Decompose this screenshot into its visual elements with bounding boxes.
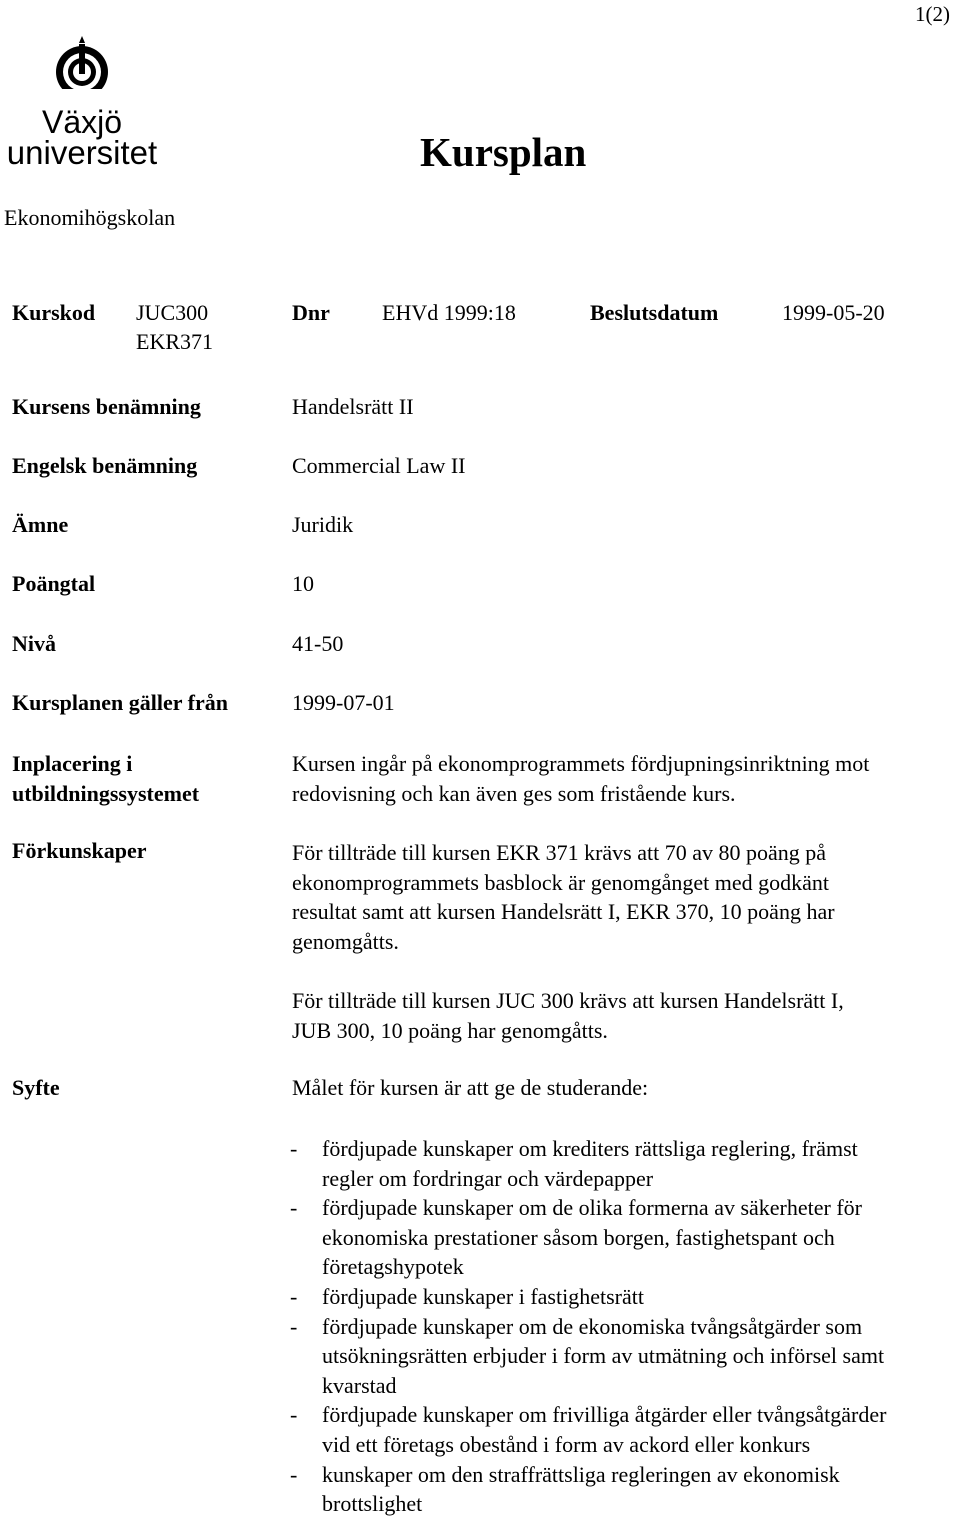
poangtal-label: Poängtal xyxy=(12,571,96,596)
niva-value: 41-50 xyxy=(292,631,344,656)
goal-line: fördjupade kunskaper om de ekonomiska tvångsåtgärder som xyxy=(322,1313,863,1339)
goal-item xyxy=(290,1134,960,1193)
kurskod-value-1: JUC300 xyxy=(136,300,209,325)
goal-item xyxy=(290,1193,960,1282)
forkunskaper-p1-line: resultat samt att kursen Handelsrätt I, EKR 370, 10 poäng har xyxy=(292,899,835,925)
kursens-benamning-label: Kursens benämning xyxy=(12,394,201,419)
goal-line: fördjupade kunskaper om de olika formerna av säkerheter för xyxy=(322,1195,862,1221)
engelsk-benamning-value: Commercial Law II xyxy=(292,453,466,478)
syfte-intro: Målet för kursen är att ge de studerande: xyxy=(292,1075,649,1100)
syfte-goal-list xyxy=(290,1134,960,1519)
galler-fran-value: 1999-07-01 xyxy=(292,690,395,715)
goal-line: kvarstad xyxy=(322,1372,397,1398)
goal-dash: - xyxy=(290,1195,298,1221)
logo-text-line2: universitet xyxy=(6,134,158,171)
logo-text-line1: Växjö xyxy=(41,104,123,140)
goal-dash: - xyxy=(290,1313,298,1339)
goal-dash: - xyxy=(290,1402,298,1428)
goal-item xyxy=(290,1460,960,1519)
goal-item xyxy=(290,1282,960,1312)
goal-item xyxy=(290,1400,960,1459)
goal-line: vid ett företags obestånd i form av ackord eller konkurs xyxy=(322,1431,811,1457)
faculty-name: Ekonomihögskolan xyxy=(4,205,176,230)
goal-line: regler om fordringar och värdepapper xyxy=(322,1165,654,1191)
forkunskaper-p1-line: För tillträde till kursen EKR 371 krävs att 70 av 80 poäng på xyxy=(292,840,827,865)
logo-emblem-icon xyxy=(52,34,112,100)
amne-value: Juridik xyxy=(292,512,354,537)
goal-line: ekonomiska prestationer såsom borgen, fastighetspant och xyxy=(322,1224,835,1250)
forkunskaper-p1-line: ekonomprogrammets basblock är genomgånget med godkänt xyxy=(292,869,830,895)
goal-line: fördjupade kunskaper om frivilliga åtgärder eller tvångsåtgärder xyxy=(322,1402,887,1428)
goal-item xyxy=(290,1312,960,1401)
niva-label: Nivå xyxy=(12,631,56,656)
inplacering-label-line2: utbildningssystemet xyxy=(12,780,200,806)
dnr-value: EHVd 1999:18 xyxy=(382,300,516,325)
inplacering-label xyxy=(12,749,199,808)
kurskod-value-2: EKR371 xyxy=(136,329,213,354)
inplacering-line2: redovisning och kan även ges som fristående kurs. xyxy=(292,780,736,806)
kurskod-label: Kurskod xyxy=(12,300,96,325)
forkunskaper-p2-line: För tillträde till kursen JUC 300 krävs att kursen Handelsrätt I, xyxy=(292,988,844,1013)
forkunskaper-label: Förkunskaper xyxy=(12,838,147,863)
dnr-label: Dnr xyxy=(292,300,330,325)
forkunskaper-p1-line: genomgåtts. xyxy=(292,928,399,954)
goal-line: fördjupade kunskaper i fastighetsrätt xyxy=(322,1283,644,1309)
beslutsdatum-value: 1999-05-20 xyxy=(782,300,885,325)
beslutsdatum-label: Beslutsdatum xyxy=(590,300,719,325)
poangtal-value: 10 xyxy=(292,571,314,596)
goal-dash: - xyxy=(290,1283,298,1309)
goal-line: fördjupade kunskaper om krediters rättsliga reglering, främst xyxy=(322,1136,858,1161)
forkunskaper-paragraph-1 xyxy=(292,838,835,956)
kursens-benamning-value: Handelsrätt II xyxy=(292,394,414,419)
goal-line: företagshypotek xyxy=(322,1254,464,1280)
syfte-label: Syfte xyxy=(12,1075,60,1100)
amne-label: Ämne xyxy=(12,512,69,537)
goal-line: kunskaper om den straffrättsliga regleringen av ekonomisk xyxy=(322,1461,840,1487)
inplacering-label-line1: Inplacering i xyxy=(12,751,133,776)
goal-line: brottslighet xyxy=(322,1491,423,1517)
university-logo xyxy=(4,34,160,174)
page-number: 1(2) xyxy=(915,2,950,26)
goal-line: utsökningsrätten erbjuder i form av utmätning och införsel samt xyxy=(322,1343,885,1369)
engelsk-benamning-label: Engelsk benämning xyxy=(12,453,198,478)
inplacering-text xyxy=(292,749,869,808)
forkunskaper-p2-line: JUB 300, 10 poäng har genomgåtts. xyxy=(292,1017,608,1043)
document-title: Kursplan xyxy=(420,129,587,175)
inplacering-line1: Kursen ingår på ekonomprogrammets fördjupningsinriktning mot xyxy=(292,751,870,776)
goal-dash: - xyxy=(290,1461,298,1487)
forkunskaper-paragraph-2 xyxy=(292,986,844,1045)
galler-fran-label: Kursplanen gäller från xyxy=(12,690,228,715)
goal-dash: - xyxy=(290,1136,298,1161)
